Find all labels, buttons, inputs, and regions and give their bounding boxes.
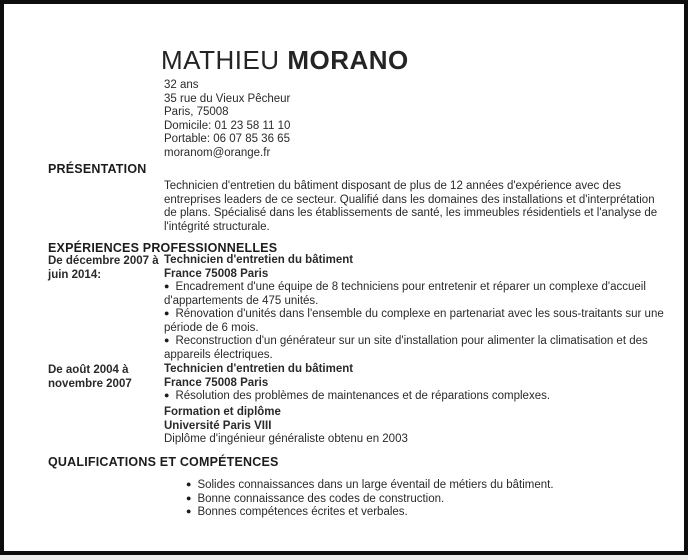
- qualification-bullet: [186, 479, 554, 493]
- qualification-text: Bonnes compétences écrites et verbales.: [197, 506, 408, 518]
- job-bullet: [164, 281, 666, 308]
- experience-date-line: novembre 2007: [48, 378, 132, 390]
- bullet-icon: ●: [186, 479, 192, 489]
- experience-dates: [48, 254, 164, 362]
- candidate-first-name: MATHIEU: [161, 45, 280, 75]
- contact-email: moranom@orange.fr: [164, 146, 271, 159]
- bullet-icon: ●: [186, 492, 192, 503]
- experience-entry: [48, 363, 666, 404]
- experience-entry: [48, 254, 666, 362]
- job-bullet-text: Résolution des problèmes de maintenances et de réparations complexes.: [175, 390, 551, 402]
- presentation-paragraph: Technicien d'entretien du bâtiment disposant de plus de 12 années d'expérience avec des entreprises leaders de ce secteur. Qualifié dans les domaines des installations et d'interprétation de plans. Spécialisé dans les établissements de santé, les immeubles résidentiels et l'analyse de l'intégrité structurale.: [164, 180, 658, 233]
- experience-date-line: De août 2004 à: [48, 364, 129, 376]
- job-bullet-text: Encadrement d'une équipe de 8 techniciens pour entretenir et réparer un complexe d'accueil d'appartements de 475 unités.: [164, 281, 646, 307]
- experience-date-line: De décembre 2007 à: [48, 255, 159, 267]
- bullet-icon: ●: [186, 506, 192, 516]
- contact-city: Paris, 75008: [164, 106, 229, 118]
- bullet-icon: ●: [164, 390, 170, 400]
- qualification-bullet: [186, 493, 554, 507]
- candidate-name: [161, 45, 409, 76]
- education-block: [164, 406, 408, 447]
- bullet-icon: ●: [164, 281, 170, 291]
- education-heading: Formation et diplôme: [164, 406, 281, 418]
- job-bullet-text: Rénovation d'unités dans l'ensemble du complexe en partenariat avec les sous-traitants sur une période de 6 mois.: [164, 308, 664, 334]
- candidate-last-name: MORANO: [287, 45, 409, 75]
- experience-date-line: juin 2014:: [48, 269, 102, 281]
- job-location: France 75008 Paris: [164, 267, 269, 280]
- bullet-icon: ●: [164, 308, 170, 318]
- contact-block: [164, 79, 290, 160]
- job-bullet-text: Reconstruction d'un générateur sur un site d'installation pour alimenter la climatisation et des appareils électriques.: [164, 335, 648, 361]
- contact-age: 32 ans: [164, 79, 199, 91]
- experience-dates: [48, 363, 164, 404]
- job-bullet: [164, 335, 666, 362]
- qualification-bullet: [186, 506, 554, 520]
- section-title-qualifications: QUALIFICATIONS ET COMPÉTENCES: [48, 455, 279, 469]
- contact-street: 35 rue du Vieux Pêcheur: [164, 92, 291, 105]
- qualifications-list: [186, 479, 554, 520]
- bullet-icon: ●: [164, 335, 170, 345]
- contact-phone-mobile: Portable: 06 07 85 36 65: [164, 133, 290, 145]
- job-title: Technicien d'entretien du bâtiment: [164, 254, 354, 266]
- job-location: France 75008 Paris: [164, 376, 269, 389]
- section-title-experiences: EXPÉRIENCES PROFESSIONNELLES: [48, 241, 278, 255]
- job-title: Technicien d'entretien du bâtiment: [164, 363, 354, 375]
- qualification-text: Solides connaissances dans un large éventail de métiers du bâtiment.: [197, 479, 554, 491]
- contact-phone-home: Domicile: 01 23 58 11 10: [164, 119, 291, 132]
- qualification-text: Bonne connaissance des codes de construction.: [197, 492, 445, 505]
- experience-details: [164, 254, 666, 362]
- education-school: Université Paris VIII: [164, 419, 272, 432]
- job-bullet: [164, 308, 666, 335]
- education-degree: Diplôme d'ingénieur généraliste obtenu en 2003: [164, 433, 408, 445]
- section-title-presentation: PRÉSENTATION: [48, 162, 147, 176]
- experience-details: [164, 363, 666, 404]
- job-bullet: [164, 390, 666, 404]
